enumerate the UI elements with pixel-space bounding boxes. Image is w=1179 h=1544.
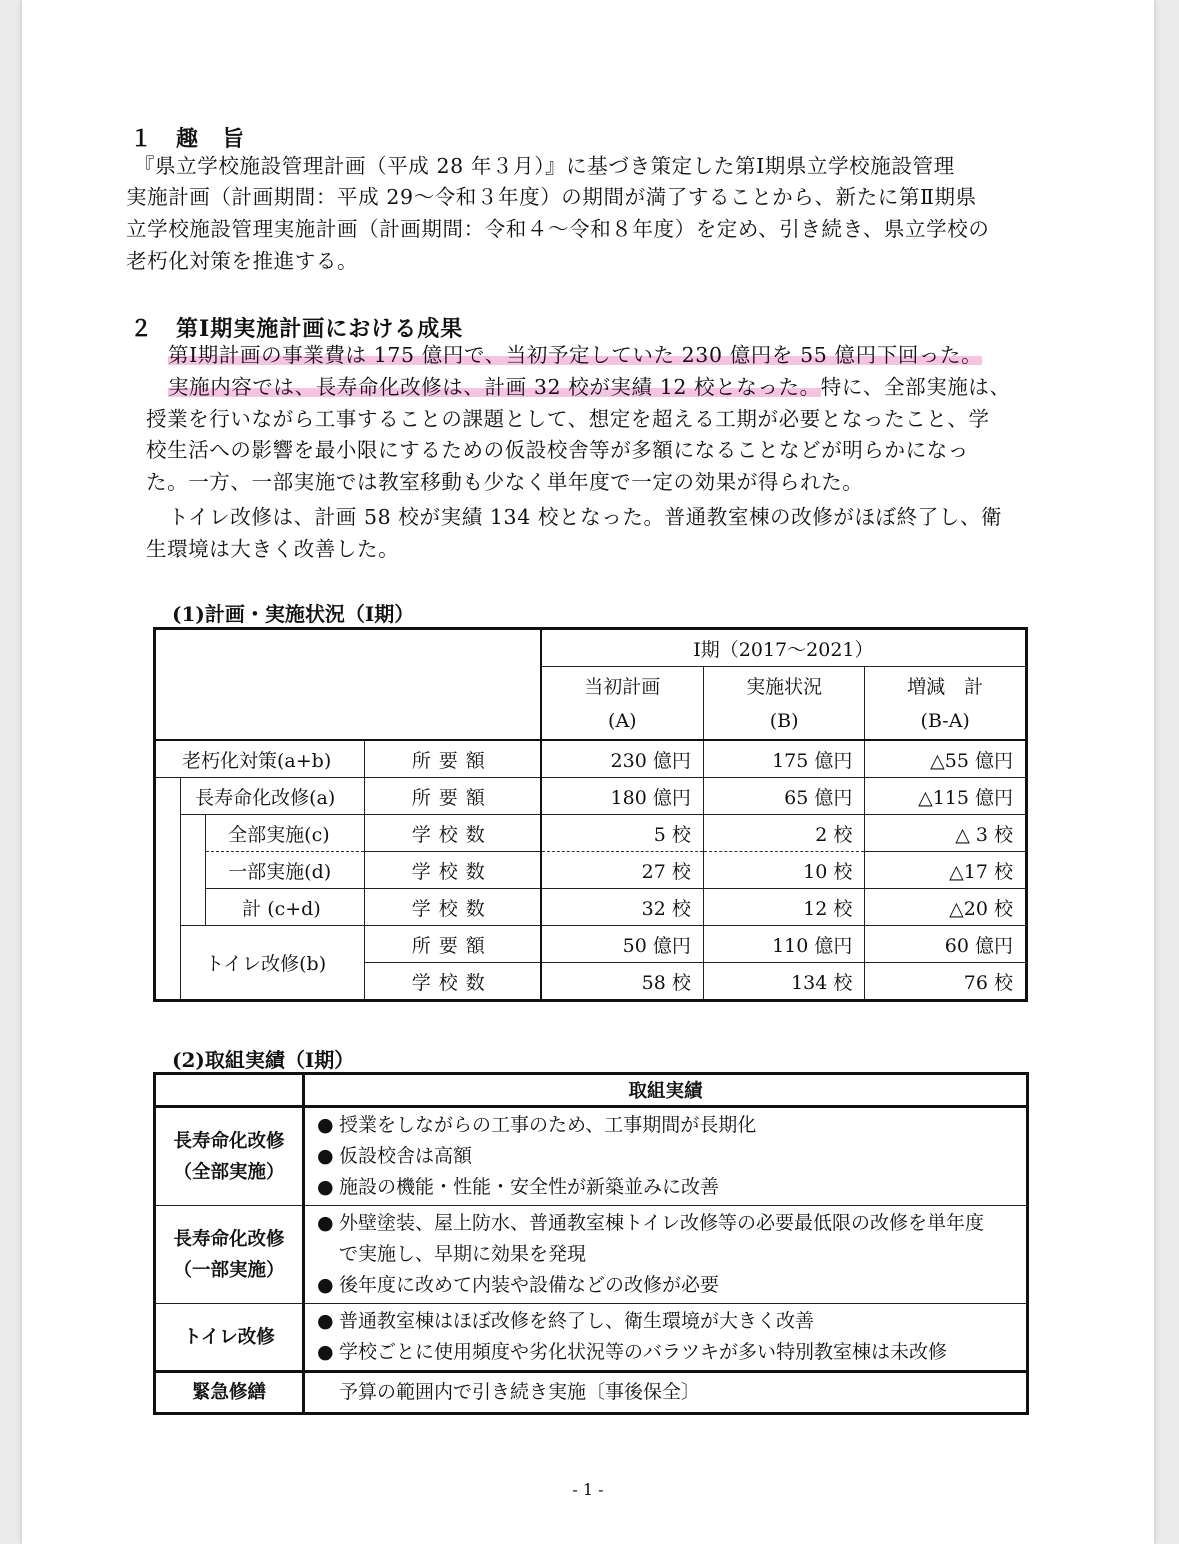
section-2-line-5: た。一方、一部実施では教室移動も少なく単年度で一定の効果が得られた。 [146,470,864,494]
list-item [317,1172,1026,1203]
row-header-line-1: 緊急修繕 [191,1382,266,1403]
row-label: 学校数 [364,889,541,926]
results-table [153,1072,1029,1415]
indent-cell [181,815,206,926]
row-label: 学校数 [364,852,541,889]
item-text: 予算の範囲内で引き続き実施〔事後保全〕 [339,1381,701,1403]
plan-status-table [153,627,1028,1002]
table-2-corner-cell [155,1074,304,1107]
value-c: △ 3 校 [865,815,1027,852]
bullet-icon: ● [317,1145,334,1167]
value-c: △55 億円 [865,740,1027,778]
row-label: 学校数 [364,815,541,852]
row-name: 長寿命化改修(a) [181,778,365,815]
row-name: 老朽化対策(a+b) [155,740,365,778]
col-b-sub: (B) [703,703,865,740]
table-row [155,889,1027,926]
list-item-continuation [317,1239,1026,1270]
value-c: △17 校 [865,852,1027,889]
section-1-line-2: 実施計画（計画期間：平成 29〜令和３年度）の期間が満了することから、新たに第Ⅱ期県 [126,185,977,209]
table-row [155,815,1027,852]
item-text: 仮設校舎は高額 [339,1145,473,1167]
table-row [155,852,1027,889]
table-row [155,1372,1028,1414]
table-row [155,1304,1028,1372]
col-a-header: 当初計画 [541,667,704,704]
section-2-line-4: 校生活への影響を最小限にするための仮設校舎等が多額になることなどが明らかになっ [146,438,969,462]
value-b: 2 校 [703,815,865,852]
table-2-title: (2)取組実績（Ⅰ期） [172,1048,355,1072]
bullet-icon: ● [317,1310,334,1332]
section-1-line-4: 老朽化対策を推進する。 [126,249,359,273]
bullet-icon: ● [317,1114,334,1136]
col-c-header: 増減 計 [865,667,1027,704]
value-b: 110 億円 [703,926,865,963]
section-1-line-3: 立学校施設管理実施計画（計画期間：令和４〜令和８年度）を定め、引き続き、県立学校の [126,217,990,241]
section-2-heading: ２ 第Ⅰ期実施計画における成果 [130,316,464,342]
row-header [155,1107,304,1206]
value-a: 27 校 [541,852,704,889]
bullet-icon: ● [317,1274,334,1296]
list-item [317,1270,1026,1301]
item-text: 施設の機能・性能・安全性が新築並みに改善 [339,1176,720,1198]
section-1-line-1: 『県立学校施設管理計画（平成 28 年３月）』に基づき策定した第Ⅰ期県立学校施設管理 [134,154,955,178]
bullet-icon: ● [317,1341,334,1363]
table-1-title: (1)計画・実施状況（Ⅰ期） [172,602,415,626]
item-text: 学校ごとに使用頻度や劣化状況等のバラツキが多い特別教室棟は未改修 [339,1341,948,1363]
item-text: 授業をしながらの工事のため、工事期間が長期化 [339,1114,757,1136]
value-c: △20 校 [865,889,1027,926]
row-name: 一部実施(d) [206,852,365,889]
value-a: 58 校 [541,963,704,1001]
value-a: 230 億円 [541,740,704,778]
value-a: 32 校 [541,889,704,926]
value-b: 65 億円 [703,778,865,815]
value-c: △115 億円 [865,778,1027,815]
results-header: 取組実績 [304,1074,1028,1107]
col-a-sub: (A) [541,703,704,740]
value-a: 5 校 [541,815,704,852]
period-header: Ⅰ期（2017〜2021） [541,629,1027,667]
row-header-line-1: トイレ改修 [183,1326,275,1348]
results-cell [304,1107,1028,1206]
item-text: 普通教室棟はほぼ改修を終了し、衛生環境が大きく改善 [339,1310,815,1332]
document-page [22,0,1154,1544]
table-row [155,1206,1028,1304]
row-header-line-1: 長寿命化改修 [173,1228,285,1250]
row-label: 所要額 [364,740,541,778]
row-name: トイレ改修(b) [181,926,365,1001]
table-row [155,778,1027,815]
section-2-line-1 [168,340,982,372]
indent-cell [155,778,181,1001]
row-label: 所要額 [364,926,541,963]
col-c-sub: (B-A) [865,703,1027,740]
page-number: - 1 - [572,1480,604,1499]
row-name: 全部実施(c) [206,815,365,852]
value-c: 76 校 [865,963,1027,1001]
list-item [317,1208,1026,1239]
table-row [155,926,1027,963]
value-b: 10 校 [703,852,865,889]
results-cell [304,1206,1028,1304]
table-1-corner-cell [155,629,541,741]
value-b: 134 校 [703,963,865,1001]
row-header [155,1372,304,1414]
table-row [155,740,1027,778]
list-item [317,1306,1026,1337]
bullet-icon: ● [317,1212,334,1234]
list-item [317,1110,1026,1141]
value-a: 180 億円 [541,778,704,815]
section-2-line-2 [168,372,1011,404]
row-header [155,1206,304,1304]
highlighted-text: 第Ⅰ期計画の事業費は 175 億円で、当初予定していた 230 億円を 55 億円下回った。 [168,343,983,367]
value-a: 50 億円 [541,926,704,963]
bullet-icon: ● [317,1176,334,1198]
value-c: 60 億円 [865,926,1027,963]
highlighted-text: 実施内容では、長寿命化改修は、計画 32 校が実績 12 校となった。 [168,375,821,399]
list-item [317,1337,1026,1368]
row-header-line-1: 長寿命化改修 [173,1130,285,1152]
value-b: 12 校 [703,889,865,926]
item-text: 後年度に改めて内装や設備などの改修が必要 [339,1274,720,1296]
row-label: 所要額 [364,778,541,815]
value-b: 175 億円 [703,740,865,778]
results-cell [304,1372,1028,1414]
item-text: で実施し、早期に効果を発現 [339,1243,587,1265]
item-text: 外壁塗装、屋上防水、普通教室棟トイレ改修等の必要最低限の改修を単年度 [339,1212,985,1234]
col-b-header: 実施状況 [703,667,865,704]
table-row [155,1107,1028,1206]
section-2-line-3: 授業を行いながら工事することの課題として、想定を超える工期が必要となったこと、学 [146,407,990,431]
results-cell [304,1304,1028,1372]
list-item [317,1141,1026,1172]
row-name: 計 (c+d) [206,889,365,926]
section-2-line-2-rest: 特に、全部実施は、 [820,375,1011,399]
row-header-line-2: （全部実施） [173,1161,285,1183]
section-2-line-7: 生環境は大きく改善した。 [146,537,400,561]
row-label: 学校数 [364,963,541,1001]
row-header [155,1304,304,1372]
section-1-heading: １ 趣 旨 [130,126,246,152]
row-header-line-2: （一部実施） [173,1259,285,1281]
section-2-line-6: トイレ改修は、計画 58 校が実績 134 校となった。普通教室棟の改修がほぼ終了し、衛 [168,505,1003,529]
